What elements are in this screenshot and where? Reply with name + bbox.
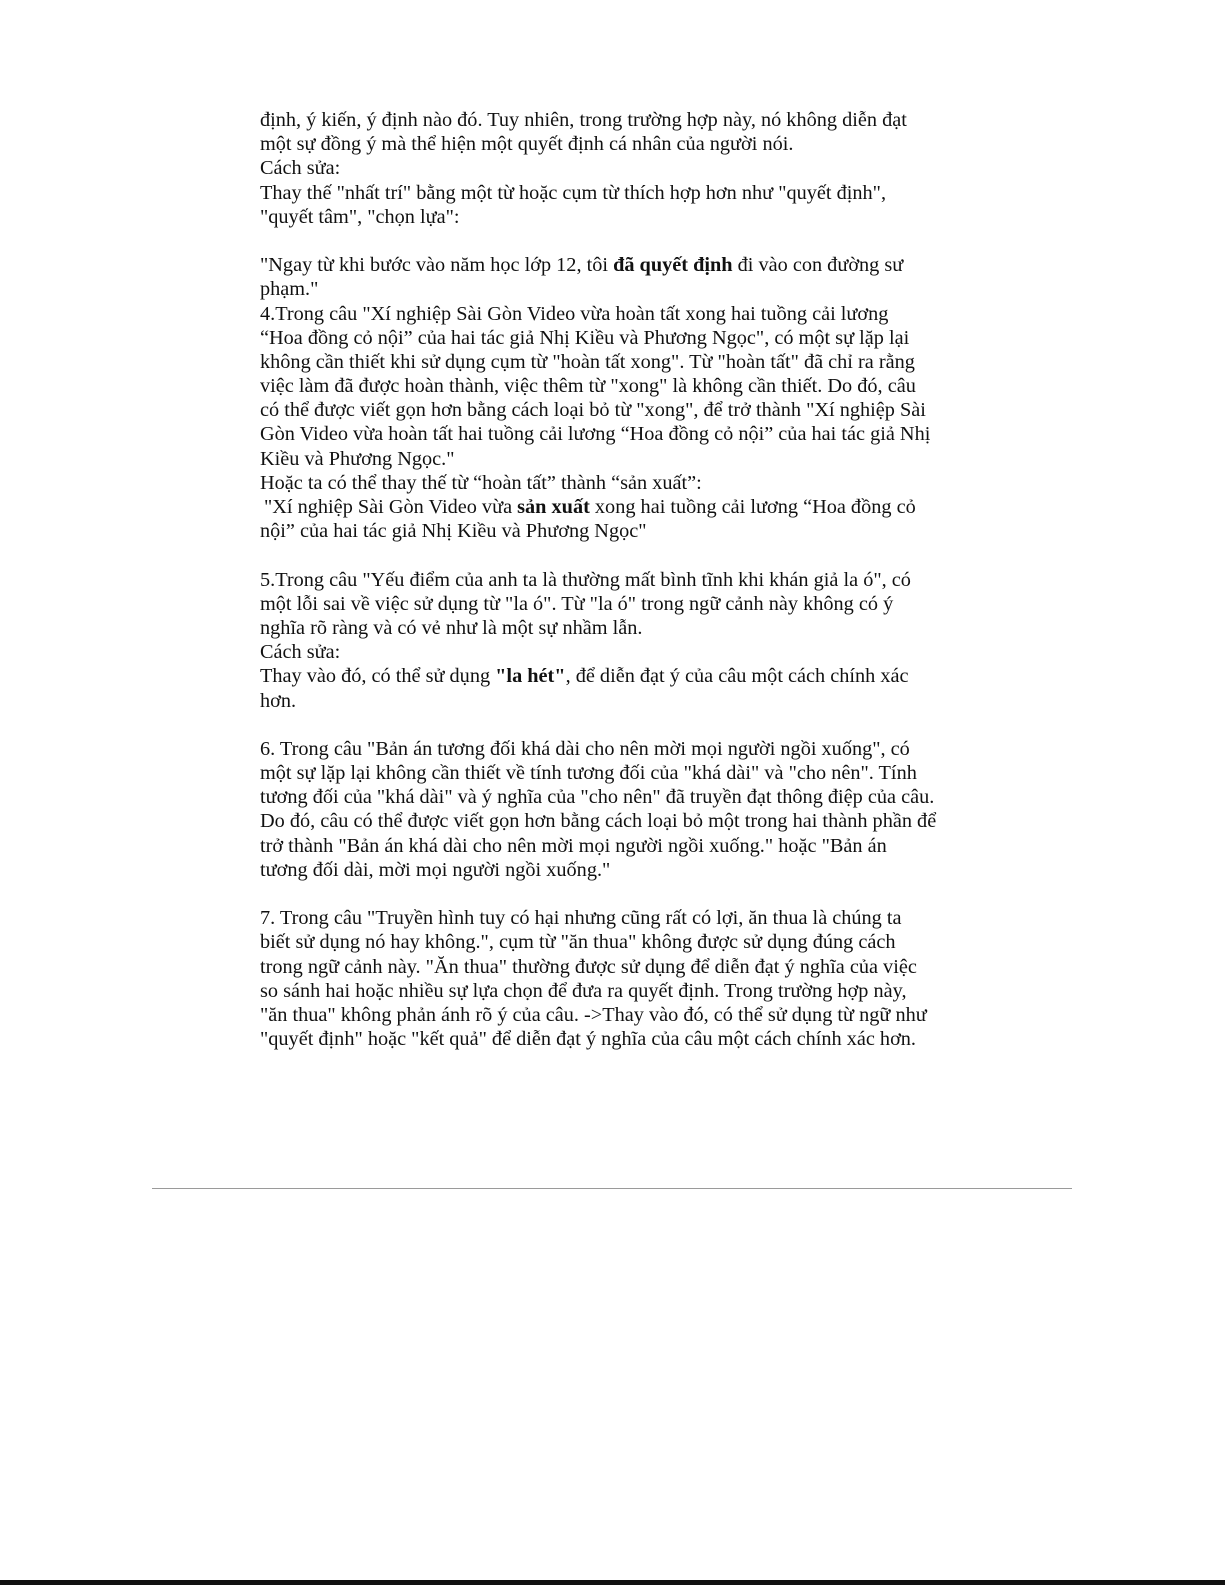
- text-line: tương đối dài, mời mọi người ngồi xuống.": [260, 858, 611, 881]
- text-line: Gòn Video vừa hoàn tất hai tuồng cải lương “Hoa đồng cỏ nội” của hai tác giả Nhị: [260, 423, 931, 446]
- text-line: Do đó, câu có thể được viết gọn hơn bằng cách loại bỏ một trong hai thành phần để: [260, 810, 937, 833]
- text-line: nội” của hai tác giả Nhị Kiều và Phương Ngọc": [260, 520, 647, 543]
- bottom-border: [0, 1580, 1225, 1585]
- bold-text: "la hét": [495, 665, 566, 688]
- text-line: 7. Trong câu "Truyền hình tuy có hại nhưng cũng rất có lợi, ăn thua là chúng ta: [260, 907, 902, 930]
- text-line: một lỗi sai về việc sử dụng từ "la ó". Từ "la ó" trong ngữ cảnh này không có ý: [260, 592, 894, 615]
- text-run: đi vào con đường sư: [732, 254, 904, 277]
- blank-line: [260, 713, 960, 737]
- blank-line: [260, 882, 960, 906]
- text-line: [260, 495, 960, 519]
- page-divider: [152, 1188, 1072, 1189]
- text-line: 6. Trong câu "Bản án tương đối khá dài cho nên mời mọi người ngồi xuống", có: [260, 737, 910, 760]
- document-body: [260, 108, 960, 1051]
- paragraph-3-continued: [260, 108, 960, 229]
- text-line: 4.Trong câu "Xí nghiệp Sài Gòn Video vừa hoàn tất xong hai tuồng cải lương: [260, 302, 889, 325]
- text-line: hơn.: [260, 689, 297, 712]
- text-line: tương đối của "khá dài" và ý nghĩa của "cho nên" đã truyền đạt thông điệp của câu.: [260, 786, 935, 809]
- text-line: "ăn thua" không phản ánh rõ ý của câu. ->Thay vào đó, có thể sử dụng từ ngữ như: [260, 1003, 927, 1026]
- paragraph-4: [260, 302, 960, 496]
- bold-text: đã quyết định: [613, 254, 733, 277]
- text-line: không cần thiết khi sử dụng cụm từ "hoàn tất xong". Từ "hoàn tất" đã chỉ ra rằng: [260, 350, 915, 373]
- bold-text: sản xuất: [517, 496, 590, 518]
- paragraph-6: [260, 737, 960, 882]
- text-line: nghĩa rõ ràng và có vẻ như là một sự nhầm lẫn.: [260, 616, 643, 639]
- paragraph-7: [260, 906, 960, 1051]
- text-line: [260, 253, 960, 277]
- text-run: "Ngay từ khi bước vào năm học lớp 12, tôi: [260, 254, 614, 277]
- text-line: "quyết tâm", "chọn lựa":: [260, 205, 460, 228]
- text-line: trong ngữ cảnh này. "Ăn thua" thường được sử dụng để diễn đạt ý nghĩa của việc: [260, 955, 917, 978]
- text-line: so sánh hai hoặc nhiều sự lựa chọn để đưa ra quyết định. Trong trường hợp này,: [260, 979, 907, 1002]
- example-sentence-2: [260, 495, 960, 543]
- text-line: [260, 664, 960, 688]
- text-run: xong hai tuồng cải lương “Hoa đồng cỏ: [589, 496, 916, 518]
- text-run: Thay vào đó, có thể sử dụng: [260, 665, 496, 688]
- text-line: Cách sửa:: [260, 641, 341, 664]
- text-run: "Xí nghiệp Sài Gòn Video vừa: [264, 496, 518, 518]
- text-line: 5.Trong câu "Yếu điểm của anh ta là thường mất bình tĩnh khi khán giả la ó", có: [260, 568, 911, 591]
- text-line: phạm.": [260, 278, 319, 301]
- paragraph-5: [260, 568, 960, 713]
- text-line: định, ý kiến, ý định nào đó. Tuy nhiên, trong trường hợp này, nó không diễn đạt: [260, 109, 907, 131]
- text-line: Cách sửa:: [260, 157, 341, 180]
- blank-line: [260, 543, 960, 567]
- text-run: , để diễn đạt ý của câu một cách chính xác: [565, 665, 909, 688]
- text-line: việc làm đã được hoàn thành, việc thêm từ "xong" là không cần thiết. Do đó, câu: [260, 375, 916, 398]
- text-line: một sự đồng ý mà thể hiện một quyết định cá nhân của người nói.: [260, 133, 794, 156]
- text-line: Hoặc ta có thể thay thế từ “hoàn tất” thành “sản xuất”:: [260, 471, 702, 494]
- text-line: biết sử dụng nó hay không.", cụm từ "ăn thua" không được sử dụng đúng cách: [260, 931, 896, 954]
- text-line: trở thành "Bản án khá dài cho nên mời mọi người ngồi xuống." hoặc "Bản án: [260, 834, 887, 857]
- text-line: Kiều và Phương Ngọc.": [260, 447, 455, 470]
- blank-line: [260, 229, 960, 253]
- text-line: Thay thế "nhất trí" bằng một từ hoặc cụm từ thích hợp hơn như "quyết định",: [260, 181, 887, 204]
- text-line: có thể được viết gọn hơn bằng cách loại bỏ từ "xong", để trở thành "Xí nghiệp Sài: [260, 399, 926, 422]
- text-line: một sự lặp lại không cần thiết về tính tương đối của "khá dài" và "cho nên". Tính: [260, 762, 917, 785]
- text-line: “Hoa đồng cỏ nội” của hai tác giả Nhị Kiều và Phương Ngọc", có một sự lặp lại: [260, 326, 910, 349]
- example-sentence-1: [260, 253, 960, 301]
- text-line: "quyết định" hoặc "kết quả" để diễn đạt ý nghĩa của câu một cách chính xác hơn.: [260, 1028, 917, 1051]
